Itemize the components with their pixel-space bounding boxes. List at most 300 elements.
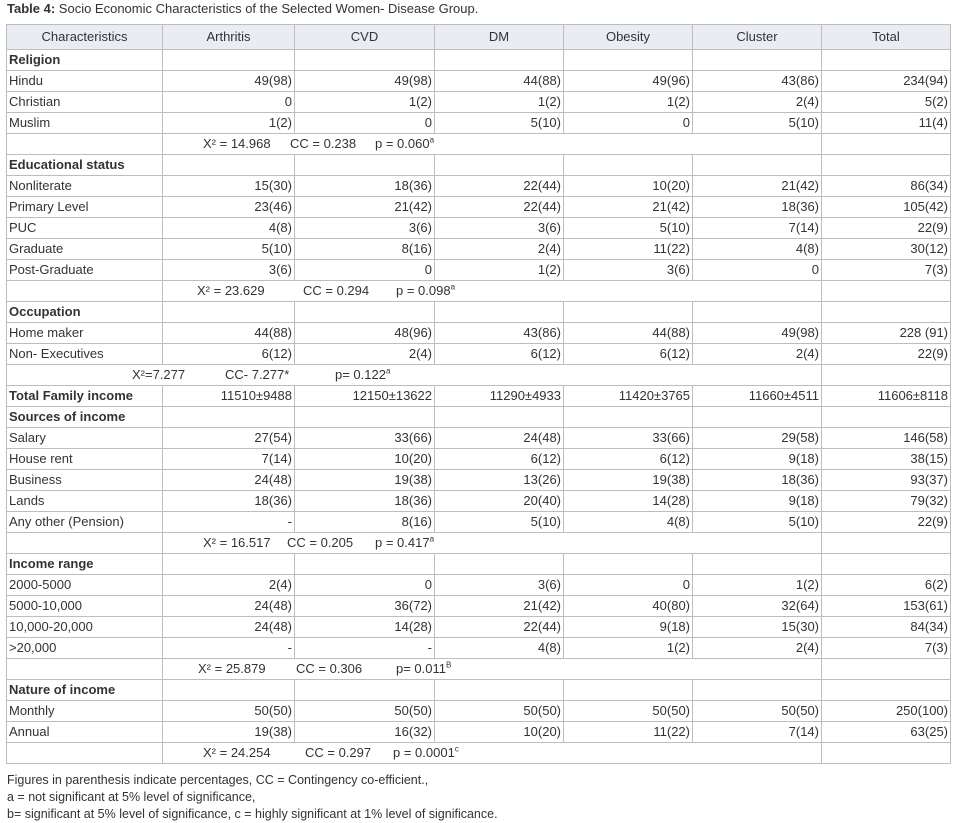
data-cell: 2(4) — [693, 92, 822, 113]
data-cell: 50(50) — [693, 701, 822, 722]
section-title: Income range — [7, 554, 163, 575]
statistics-cell — [163, 659, 822, 680]
table-row — [7, 239, 951, 260]
col-header-cvd: CVD — [295, 25, 435, 50]
data-cell: 5(10) — [693, 113, 822, 134]
data-cell: 21(42) — [435, 596, 564, 617]
table-row — [7, 218, 951, 239]
col-header-cluster: Cluster — [693, 25, 822, 50]
empty-cell — [7, 281, 163, 302]
data-cell: 22(44) — [435, 197, 564, 218]
row-label: House rent — [7, 449, 163, 470]
data-cell: 7(14) — [693, 218, 822, 239]
empty-cell — [564, 302, 693, 323]
table-caption-label: Table 4: — [7, 1, 56, 16]
table-row — [7, 92, 951, 113]
statistics-cell — [163, 743, 822, 764]
data-cell: 4(8) — [435, 638, 564, 659]
data-cell: 3(6) — [295, 218, 435, 239]
empty-cell — [163, 680, 295, 701]
data-cell: 19(38) — [295, 470, 435, 491]
section-title: Nature of income — [7, 680, 163, 701]
data-cell: 4(8) — [163, 218, 295, 239]
p-value-text: p = 0.0001 — [393, 745, 455, 760]
p-value-text: p= 0.011 — [396, 661, 447, 676]
data-cell: 7(14) — [163, 449, 295, 470]
data-cell: 1(2) — [435, 92, 564, 113]
chi-square-value: X² = 24.254 — [203, 745, 271, 760]
col-header-dm: DM — [435, 25, 564, 50]
table-row — [7, 323, 951, 344]
data-cell: 29(58) — [693, 428, 822, 449]
row-label: Hindu — [7, 71, 163, 92]
empty-cell — [435, 302, 564, 323]
footnotes — [7, 772, 498, 823]
row-label: Primary Level — [7, 197, 163, 218]
data-cell: 18(36) — [295, 176, 435, 197]
section-title: Sources of income — [7, 407, 163, 428]
empty-cell — [822, 365, 951, 386]
data-cell: 49(98) — [163, 71, 295, 92]
statistics-line — [165, 134, 819, 154]
data-cell: 2(4) — [435, 239, 564, 260]
data-cell: 234(94) — [822, 71, 951, 92]
data-cell: 0 — [564, 575, 693, 596]
empty-cell — [435, 407, 564, 428]
table-row — [7, 470, 951, 491]
data-cell: 153(61) — [822, 596, 951, 617]
data-cell: 43(86) — [435, 323, 564, 344]
data-cell: 24(48) — [163, 470, 295, 491]
data-cell: 50(50) — [163, 701, 295, 722]
col-header-total: Total — [822, 25, 951, 50]
contingency-coefficient: CC- 7.277* — [225, 367, 290, 382]
empty-cell — [693, 407, 822, 428]
data-cell: 23(46) — [163, 197, 295, 218]
contingency-coefficient: CC = 0.238 — [290, 136, 357, 151]
data-cell: 27(54) — [163, 428, 295, 449]
data-cell: 4(8) — [693, 239, 822, 260]
data-cell: 2(4) — [163, 575, 295, 596]
data-cell: 19(38) — [564, 470, 693, 491]
data-cell: 11(22) — [564, 239, 693, 260]
p-value-text: p = 0.060 — [375, 136, 430, 151]
data-cell: 50(50) — [435, 701, 564, 722]
p-value-text: p = 0.417 — [375, 535, 430, 550]
significance-marker: a — [429, 135, 435, 145]
table-row — [7, 701, 951, 722]
empty-cell — [822, 680, 951, 701]
data-cell: 40(80) — [564, 596, 693, 617]
statistics-cell — [163, 134, 822, 155]
table-caption — [7, 1, 478, 16]
empty-cell — [435, 680, 564, 701]
data-cell: 24(48) — [163, 596, 295, 617]
table-row — [7, 386, 951, 407]
data-cell: 43(86) — [693, 71, 822, 92]
data-cell: 0 — [295, 575, 435, 596]
empty-cell — [822, 554, 951, 575]
table-row — [7, 428, 951, 449]
footnote: b= significant at 5% level of significance, c = highly significant at 1% level of significance. — [7, 807, 498, 821]
empty-cell — [564, 50, 693, 71]
empty-cell — [435, 50, 564, 71]
table-body — [7, 50, 951, 764]
table-caption-text: Socio Economic Characteristics of the Selected Women- Disease Group. — [58, 1, 479, 16]
empty-cell — [564, 407, 693, 428]
data-cell: 36(72) — [295, 596, 435, 617]
data-cell: 11(4) — [822, 113, 951, 134]
row-label: Business — [7, 470, 163, 491]
empty-cell — [822, 281, 951, 302]
data-cell: 63(25) — [822, 722, 951, 743]
row-label: Post-Graduate — [7, 260, 163, 281]
table-row — [7, 638, 951, 659]
data-cell: 1(2) — [564, 638, 693, 659]
section-header-row — [7, 155, 951, 176]
data-cell: 15(30) — [163, 176, 295, 197]
data-cell: 1(2) — [435, 260, 564, 281]
data-cell: 7(3) — [822, 260, 951, 281]
statistics-cell — [163, 533, 822, 554]
data-cell: - — [163, 638, 295, 659]
section-title: Occupation — [7, 302, 163, 323]
statistics-cell — [163, 281, 822, 302]
statistics-row — [7, 659, 951, 680]
chi-square-value: X²=7.277 — [132, 367, 186, 382]
data-cell: 12150±13622 — [295, 386, 435, 407]
data-cell: - — [295, 638, 435, 659]
row-label: 2000-5000 — [7, 575, 163, 596]
statistics-line — [9, 365, 819, 385]
empty-cell — [435, 554, 564, 575]
data-cell: 24(48) — [163, 617, 295, 638]
row-label: Graduate — [7, 239, 163, 260]
data-cell: 21(42) — [564, 197, 693, 218]
data-cell: 5(10) — [163, 239, 295, 260]
empty-cell — [693, 554, 822, 575]
empty-cell — [564, 554, 693, 575]
data-cell: 32(64) — [693, 596, 822, 617]
contingency-coefficient: CC = 0.205 — [287, 535, 354, 550]
data-cell: 22(9) — [822, 512, 951, 533]
p-value — [393, 743, 459, 763]
contingency-coefficient: CC = 0.297 — [305, 745, 372, 760]
data-cell: 20(40) — [435, 491, 564, 512]
data-cell: 50(50) — [564, 701, 693, 722]
chi-square-value: X² = 25.879 — [198, 661, 266, 676]
data-cell: 21(42) — [693, 176, 822, 197]
empty-cell — [163, 302, 295, 323]
empty-cell — [693, 680, 822, 701]
data-cell: 14(28) — [295, 617, 435, 638]
row-label: >20,000 — [7, 638, 163, 659]
data-cell: 7(3) — [822, 638, 951, 659]
significance-marker: a — [450, 282, 456, 292]
table-row — [7, 617, 951, 638]
data-cell: 10(20) — [564, 176, 693, 197]
empty-cell — [295, 302, 435, 323]
empty-cell — [7, 533, 163, 554]
table-row — [7, 197, 951, 218]
data-cell: 93(37) — [822, 470, 951, 491]
empty-cell — [7, 743, 163, 764]
col-header-characteristics: Characteristics — [7, 25, 163, 50]
row-label: PUC — [7, 218, 163, 239]
section-header-row — [7, 554, 951, 575]
data-cell: 13(26) — [435, 470, 564, 491]
data-cell: 11606±8118 — [822, 386, 951, 407]
data-cell: 33(66) — [564, 428, 693, 449]
data-cell: 79(32) — [822, 491, 951, 512]
data-cell: 11510±9488 — [163, 386, 295, 407]
p-value — [396, 281, 455, 301]
row-label: Monthly — [7, 701, 163, 722]
section-title: Educational status — [7, 155, 163, 176]
data-cell: 10(20) — [435, 722, 564, 743]
data-cell: 49(98) — [295, 71, 435, 92]
section-header-row — [7, 50, 951, 71]
data-cell: 0 — [693, 260, 822, 281]
significance-marker: a — [429, 534, 435, 544]
data-cell: 5(10) — [693, 512, 822, 533]
data-cell: 22(9) — [822, 344, 951, 365]
table-row — [7, 722, 951, 743]
data-cell: 8(16) — [295, 512, 435, 533]
data-cell: 6(2) — [822, 575, 951, 596]
data-cell: 6(12) — [163, 344, 295, 365]
empty-cell — [822, 134, 951, 155]
data-cell: - — [163, 512, 295, 533]
data-cell: 14(28) — [564, 491, 693, 512]
data-cell: 9(18) — [564, 617, 693, 638]
data-cell: 11420±3765 — [564, 386, 693, 407]
statistics-row — [7, 365, 951, 386]
data-cell: 146(58) — [822, 428, 951, 449]
data-cell: 44(88) — [163, 323, 295, 344]
statistics-line — [165, 281, 819, 301]
col-header-obesity: Obesity — [564, 25, 693, 50]
socio-economic-table — [6, 24, 951, 764]
empty-cell — [693, 302, 822, 323]
data-cell: 105(42) — [822, 197, 951, 218]
data-cell: 44(88) — [564, 323, 693, 344]
row-label: Lands — [7, 491, 163, 512]
row-label: Non- Executives — [7, 344, 163, 365]
data-cell: 2(4) — [693, 344, 822, 365]
data-cell: 18(36) — [163, 491, 295, 512]
data-cell: 5(2) — [822, 92, 951, 113]
statistics-row — [7, 743, 951, 764]
data-cell: 3(6) — [564, 260, 693, 281]
empty-cell — [295, 554, 435, 575]
contingency-coefficient: CC = 0.294 — [303, 283, 370, 298]
row-label: Home maker — [7, 323, 163, 344]
data-cell: 0 — [564, 113, 693, 134]
statistics-line — [165, 533, 819, 553]
empty-cell — [822, 302, 951, 323]
chi-square-value: X² = 16.517 — [203, 535, 271, 550]
empty-cell — [822, 407, 951, 428]
data-cell: 7(14) — [693, 722, 822, 743]
empty-cell — [693, 155, 822, 176]
statistics-line — [165, 743, 819, 763]
chi-square-value: X² = 14.968 — [203, 136, 271, 151]
data-cell: 5(10) — [564, 218, 693, 239]
empty-cell — [822, 743, 951, 764]
significance-marker: c — [454, 744, 459, 754]
row-label: Salary — [7, 428, 163, 449]
significance-marker: a — [385, 366, 391, 376]
table-row — [7, 344, 951, 365]
data-cell: 3(6) — [435, 218, 564, 239]
data-cell: 15(30) — [693, 617, 822, 638]
data-cell: 18(36) — [295, 491, 435, 512]
statistics-line — [165, 659, 819, 679]
data-cell: 9(18) — [693, 449, 822, 470]
row-label: 5000-10,000 — [7, 596, 163, 617]
data-cell: 11(22) — [564, 722, 693, 743]
p-value-text: p = 0.098 — [396, 283, 451, 298]
data-cell: 1(2) — [163, 113, 295, 134]
footnote: a = not significant at 5% level of significance, — [7, 790, 256, 804]
data-cell: 19(38) — [163, 722, 295, 743]
statistics-row — [7, 281, 951, 302]
p-value — [375, 533, 434, 553]
data-cell: 1(2) — [564, 92, 693, 113]
data-cell: 22(44) — [435, 176, 564, 197]
section-header-row — [7, 302, 951, 323]
data-cell: 4(8) — [564, 512, 693, 533]
data-cell: 30(12) — [822, 239, 951, 260]
data-cell: 228 (91) — [822, 323, 951, 344]
data-cell: 6(12) — [564, 449, 693, 470]
p-value-text: p= 0.122 — [335, 367, 386, 382]
row-label: Any other (Pension) — [7, 512, 163, 533]
table-row — [7, 449, 951, 470]
empty-cell — [295, 50, 435, 71]
empty-cell — [564, 155, 693, 176]
empty-cell — [822, 533, 951, 554]
data-cell: 3(6) — [435, 575, 564, 596]
data-cell: 6(12) — [435, 449, 564, 470]
row-label: 10,000-20,000 — [7, 617, 163, 638]
empty-cell — [295, 680, 435, 701]
data-cell: 18(36) — [693, 197, 822, 218]
footnote: Figures in parenthesis indicate percentages, CC = Contingency co-efficient., — [7, 773, 429, 787]
data-cell: 16(32) — [295, 722, 435, 743]
table-row — [7, 596, 951, 617]
data-cell: 24(48) — [435, 428, 564, 449]
table-row — [7, 512, 951, 533]
empty-cell — [295, 155, 435, 176]
section-header-row — [7, 680, 951, 701]
table-row — [7, 260, 951, 281]
statistics-row — [7, 134, 951, 155]
empty-cell — [7, 659, 163, 680]
row-label: Total Family income — [7, 386, 163, 407]
empty-cell — [822, 50, 951, 71]
data-cell: 0 — [295, 260, 435, 281]
empty-cell — [564, 680, 693, 701]
data-cell: 0 — [295, 113, 435, 134]
row-label: Nonliterate — [7, 176, 163, 197]
table-row — [7, 176, 951, 197]
data-cell: 5(10) — [435, 113, 564, 134]
empty-cell — [435, 155, 564, 176]
row-label: Muslim — [7, 113, 163, 134]
data-cell: 8(16) — [295, 239, 435, 260]
data-cell: 22(44) — [435, 617, 564, 638]
data-cell: 33(66) — [295, 428, 435, 449]
section-header-row — [7, 407, 951, 428]
data-cell: 1(2) — [295, 92, 435, 113]
data-cell: 21(42) — [295, 197, 435, 218]
contingency-coefficient: CC = 0.306 — [296, 661, 363, 676]
data-cell: 44(88) — [435, 71, 564, 92]
empty-cell — [7, 134, 163, 155]
section-title: Religion — [7, 50, 163, 71]
row-label: Christian — [7, 92, 163, 113]
data-cell: 250(100) — [822, 701, 951, 722]
col-header-arthritis: Arthritis — [163, 25, 295, 50]
data-cell: 18(36) — [693, 470, 822, 491]
data-cell: 84(34) — [822, 617, 951, 638]
p-value — [396, 659, 451, 679]
header-row — [7, 25, 951, 50]
data-cell: 2(4) — [295, 344, 435, 365]
table-row — [7, 575, 951, 596]
data-cell: 86(34) — [822, 176, 951, 197]
p-value — [335, 365, 390, 385]
row-label: Annual — [7, 722, 163, 743]
empty-cell — [822, 155, 951, 176]
empty-cell — [693, 50, 822, 71]
empty-cell — [163, 50, 295, 71]
table-row — [7, 113, 951, 134]
data-cell: 11660±4511 — [693, 386, 822, 407]
table-row — [7, 491, 951, 512]
statistics-row — [7, 533, 951, 554]
table-row — [7, 71, 951, 92]
data-cell: 6(12) — [435, 344, 564, 365]
data-cell: 49(98) — [693, 323, 822, 344]
chi-square-value: X² = 23.629 — [197, 283, 265, 298]
data-cell: 3(6) — [163, 260, 295, 281]
data-cell: 0 — [163, 92, 295, 113]
significance-marker: B — [446, 660, 452, 670]
data-cell: 22(9) — [822, 218, 951, 239]
data-cell: 1(2) — [693, 575, 822, 596]
data-cell: 5(10) — [435, 512, 564, 533]
statistics-cell — [7, 365, 822, 386]
empty-cell — [163, 407, 295, 428]
empty-cell — [163, 155, 295, 176]
data-cell: 2(4) — [693, 638, 822, 659]
data-cell: 6(12) — [564, 344, 693, 365]
data-cell: 11290±4933 — [435, 386, 564, 407]
data-cell: 48(96) — [295, 323, 435, 344]
data-cell: 49(96) — [564, 71, 693, 92]
data-cell: 10(20) — [295, 449, 435, 470]
data-cell: 9(18) — [693, 491, 822, 512]
empty-cell — [822, 659, 951, 680]
empty-cell — [163, 554, 295, 575]
data-cell: 50(50) — [295, 701, 435, 722]
p-value — [375, 134, 434, 154]
data-cell: 38(15) — [822, 449, 951, 470]
empty-cell — [295, 407, 435, 428]
